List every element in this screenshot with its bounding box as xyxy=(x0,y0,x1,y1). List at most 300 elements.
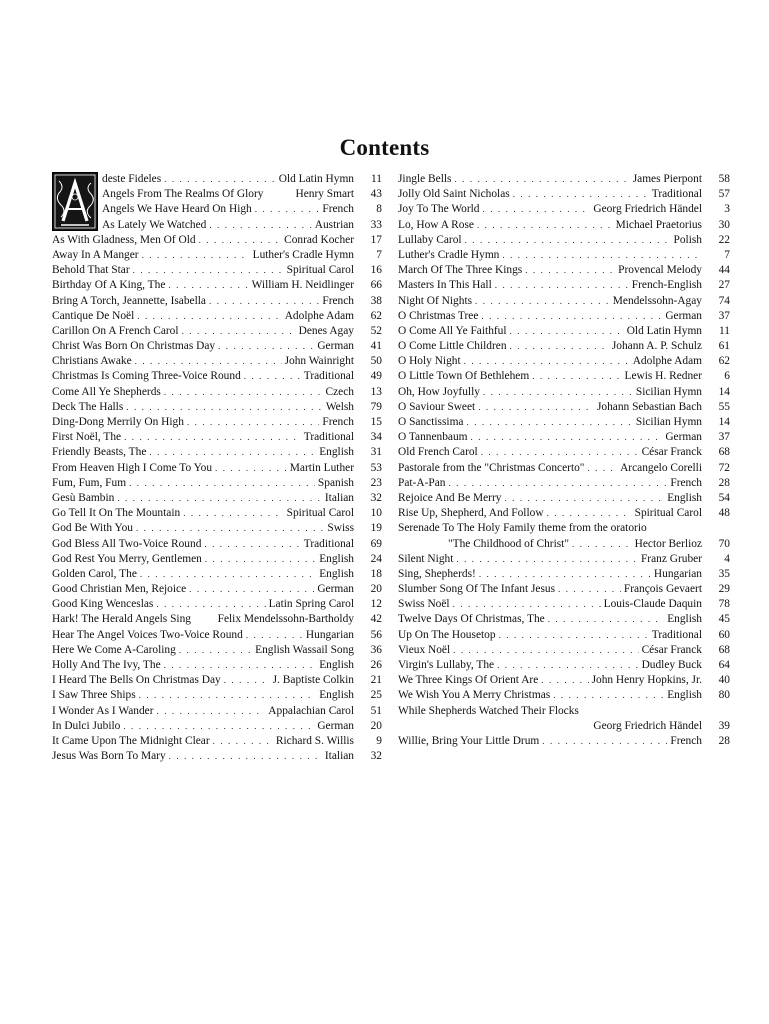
contents-entry xyxy=(52,385,382,400)
entry-title: While Shepherds Watched Their Flocks xyxy=(398,704,579,717)
entry-page-number: 38 xyxy=(370,294,382,307)
dot-leader xyxy=(558,582,621,597)
entry-page-number: 56 xyxy=(370,628,382,641)
dot-leader xyxy=(477,218,613,233)
contents-entry xyxy=(52,339,382,354)
entry-title: Behold That Star xyxy=(52,264,130,277)
dot-leader xyxy=(149,445,316,460)
contents-entry xyxy=(398,369,730,384)
entry-origin: Appalachian Carol xyxy=(268,704,354,717)
entry-title: Here We Come A-Caroling xyxy=(52,643,176,656)
dot-leader xyxy=(205,552,316,567)
entry-title: God Rest You Merry, Gentlemen xyxy=(52,552,202,565)
entry-origin: German xyxy=(317,340,354,353)
entry-origin: Richard S. Willis xyxy=(275,734,354,747)
contents-entry xyxy=(398,476,730,491)
entry-origin: German xyxy=(317,719,354,732)
contents-entry xyxy=(398,491,730,506)
dot-leader xyxy=(117,491,322,506)
dot-leader xyxy=(168,278,248,293)
entry-title: Twelve Days Of Christmas, The xyxy=(398,613,545,626)
entry-origin: Louis-Claude Daquin xyxy=(603,598,702,611)
entry-title: Gesù Bambin xyxy=(52,491,115,504)
contents-entry xyxy=(52,582,382,597)
entry-page-number: 37 xyxy=(718,309,730,322)
entry-origin: William H. Neidlinger xyxy=(251,279,354,292)
entry-page-number: 10 xyxy=(370,507,382,520)
entry-page-number: 30 xyxy=(718,218,730,231)
dot-leader xyxy=(244,369,301,384)
entry-page-number: 42 xyxy=(370,613,382,626)
entry-title: O Christmas Tree xyxy=(398,309,479,322)
entry-page-number: 53 xyxy=(370,461,382,474)
entry-origin: Luther's Cradle Hymn xyxy=(252,248,354,261)
contents-entry xyxy=(52,673,382,688)
dot-leader xyxy=(453,643,638,658)
entry-origin: Lewis H. Redner xyxy=(624,370,702,383)
entry-title: Willie, Bring Your Little Drum xyxy=(398,734,540,747)
entry-page-number: 57 xyxy=(718,188,730,201)
entry-page-number: 23 xyxy=(370,476,382,489)
page-title: Contents xyxy=(339,135,430,160)
contents-entry xyxy=(398,582,730,597)
contents-entry xyxy=(52,658,382,673)
dot-leader xyxy=(209,294,319,309)
entry-origin: English Wassail Song xyxy=(255,643,354,656)
dot-leader xyxy=(513,187,649,202)
dot-leader xyxy=(478,400,594,415)
entry-title: Oh, How Joyfully xyxy=(398,385,480,398)
contents-entry xyxy=(52,552,382,567)
contents-entry xyxy=(398,552,730,567)
contents-entry xyxy=(398,612,730,627)
entry-origin: French xyxy=(322,416,354,428)
dot-leader xyxy=(483,202,591,217)
contents-entry xyxy=(52,354,382,369)
entry-page-number: 62 xyxy=(718,355,730,368)
entry-page-number: 45 xyxy=(718,613,730,626)
entry-page-number: 52 xyxy=(370,324,382,337)
entry-title: Christ Was Born On Christmas Day xyxy=(52,340,216,353)
entry-title: Good King Wenceslas xyxy=(52,598,154,611)
contents-entry xyxy=(52,187,382,202)
entry-origin: Johann A. P. Schulz xyxy=(611,340,702,353)
dot-leader xyxy=(475,294,610,309)
contents-entry xyxy=(398,734,730,749)
contents-entry xyxy=(52,734,382,749)
contents-entry xyxy=(52,719,382,734)
dot-leader xyxy=(123,719,314,734)
entry-title: God Be With You xyxy=(52,522,133,535)
contents-entry xyxy=(52,400,382,415)
entry-title: Carillon On A French Carol xyxy=(52,324,179,337)
entry-title: As With Gladness, Men Of Old xyxy=(52,233,196,246)
entry-origin: Italian xyxy=(324,750,354,763)
dot-leader xyxy=(209,218,311,233)
entry-origin: Austrian xyxy=(314,218,354,231)
entry-origin: César Franck xyxy=(641,643,702,656)
contents-entry xyxy=(398,643,730,658)
entry-title: Ding-Dong Merrily On High xyxy=(52,416,184,428)
entry-origin: Spiritual Carol xyxy=(634,507,702,520)
entry-origin: Henry Smart xyxy=(295,188,354,201)
dot-leader xyxy=(572,537,632,552)
entry-origin: Georg Friedrich Händel xyxy=(593,203,702,216)
dot-leader xyxy=(467,415,633,430)
entry-page-number: 15 xyxy=(370,416,382,428)
dot-leader xyxy=(183,506,283,521)
entry-origin: English xyxy=(667,491,702,504)
contents-entry xyxy=(398,658,730,673)
dot-leader xyxy=(465,233,671,248)
dot-leader xyxy=(137,309,281,324)
entry-page-number: 62 xyxy=(370,309,382,322)
dot-leader xyxy=(497,658,638,673)
entry-title: Fum, Fum, Fum xyxy=(52,476,127,489)
dot-leader xyxy=(481,309,662,324)
entry-title: Joy To The World xyxy=(398,203,480,216)
entry-title: Serenade To The Holy Family theme from the oratorio xyxy=(398,522,647,535)
entry-origin: French xyxy=(670,476,702,489)
entry-page-number: 54 xyxy=(718,491,730,504)
entry-page-number: 7 xyxy=(376,248,382,261)
entry-page-number: 40 xyxy=(718,674,730,687)
entry-title: Swiss Noël xyxy=(398,598,450,611)
entry-origin: Old Latin Hymn xyxy=(278,173,354,185)
entry-origin: Welsh xyxy=(325,400,354,413)
dot-leader xyxy=(218,339,314,354)
entry-page-number: 44 xyxy=(718,264,730,277)
entry-origin: James Pierpont xyxy=(632,173,702,185)
entry-title: March Of The Three Kings xyxy=(398,264,523,277)
entry-title: Deck The Halls xyxy=(52,400,124,413)
entry-title: Slumber Song Of The Infant Jesus xyxy=(398,583,556,596)
dot-leader xyxy=(499,628,649,643)
entry-origin: Traditional xyxy=(303,537,354,550)
entry-page-number: 18 xyxy=(370,567,382,580)
entry-page-number: 29 xyxy=(718,583,730,596)
entry-page-number: 17 xyxy=(370,233,382,246)
contents-entry xyxy=(52,415,382,430)
entry-page-number: 43 xyxy=(370,188,382,201)
contents-entry xyxy=(52,704,382,719)
entry-origin: Traditional xyxy=(303,370,354,383)
entry-origin: John Henry Hopkins, Jr. xyxy=(591,674,702,687)
contents-right-column xyxy=(398,172,730,749)
entry-title: O Come All Ye Faithful xyxy=(398,324,507,337)
entry-page-number: 20 xyxy=(370,583,382,596)
entry-page-number: 39 xyxy=(718,719,730,732)
dot-leader xyxy=(255,202,320,217)
entry-page-number: 13 xyxy=(370,385,382,398)
entry-title: Jesus Was Born To Mary xyxy=(52,750,166,763)
contents-entry xyxy=(398,400,730,415)
entry-title: Night Of Nights xyxy=(398,294,473,307)
entry-title: I Wonder As I Wander xyxy=(52,704,154,717)
entry-origin: Polish xyxy=(673,233,702,246)
contents-entry xyxy=(398,506,730,521)
entry-origin: J. Baptiste Colkin xyxy=(272,674,354,687)
contents-entry xyxy=(52,461,382,476)
entry-page-number: 37 xyxy=(718,431,730,444)
entry-origin: French xyxy=(322,294,354,307)
entry-page-number: 49 xyxy=(370,370,382,383)
entry-title: Hark! The Herald Angels Sing xyxy=(52,613,191,626)
entry-title: Christians Awake xyxy=(52,355,132,368)
entry-page-number: 32 xyxy=(370,491,382,504)
entry-origin: Conrad Kocher xyxy=(284,233,354,246)
contents-entry xyxy=(52,628,382,643)
entry-origin: Sicilian Hymn xyxy=(635,385,702,398)
entry-origin: French xyxy=(670,734,702,747)
entry-title: Pat-A-Pan xyxy=(398,476,446,489)
dot-leader xyxy=(182,324,296,339)
entry-page-number: 7 xyxy=(724,248,730,261)
entry-origin: Hungarian xyxy=(653,567,702,580)
contents-entry xyxy=(398,688,730,703)
entry-title: O Little Town Of Bethlehem xyxy=(398,370,530,383)
entry-origin: Spanish xyxy=(317,476,354,489)
contents-entry xyxy=(398,415,730,430)
contents-entry xyxy=(52,506,382,521)
dot-leader xyxy=(179,643,252,658)
contents-entry xyxy=(52,749,382,764)
entry-title: Hear The Angel Voices Two-Voice Round xyxy=(52,628,243,641)
contents-entry xyxy=(398,461,730,476)
entry-title: deste Fideles xyxy=(102,173,162,185)
entry-origin: English xyxy=(667,613,702,626)
contents-entry xyxy=(52,612,382,627)
entry-page-number: 50 xyxy=(370,355,382,368)
entry-title: We Wish You A Merry Christmas xyxy=(398,689,551,702)
contents-entry xyxy=(398,233,730,248)
entry-title: Rise Up, Shepherd, And Follow xyxy=(398,507,544,520)
entry-title: Angels From The Realms Of Glory xyxy=(102,188,264,201)
contents-entry xyxy=(52,643,382,658)
entry-title: Come All Ye Shepherds xyxy=(52,385,161,398)
entry-origin: Dudley Buck xyxy=(641,659,702,671)
entry-origin: Denes Agay xyxy=(298,324,354,337)
entry-page-number: 11 xyxy=(371,173,382,185)
dot-leader xyxy=(456,552,638,567)
dot-leader xyxy=(199,233,281,248)
entry-origin: German xyxy=(665,309,702,322)
entry-page-number: 80 xyxy=(718,689,730,702)
contents-entry xyxy=(398,339,730,354)
contents-entry xyxy=(398,309,730,324)
entry-page-number: 69 xyxy=(370,537,382,550)
entry-page-number: 6 xyxy=(724,370,730,383)
dot-leader xyxy=(481,445,639,460)
entry-page-number: 28 xyxy=(718,734,730,747)
entry-page-number: 14 xyxy=(718,416,730,428)
entry-title: Rejoice And Be Merry xyxy=(398,491,502,504)
entry-title: As Lately We Watched xyxy=(102,218,207,231)
entry-origin: Martin Luther xyxy=(289,461,354,474)
entry-title: Good Christian Men, Rejoice xyxy=(52,583,187,596)
dot-leader xyxy=(126,400,323,415)
dot-leader xyxy=(541,673,588,688)
entry-page-number: 27 xyxy=(718,279,730,292)
entry-origin: French-English xyxy=(631,279,702,292)
entry-origin: German xyxy=(665,431,702,444)
entry-origin: Adolphe Adam xyxy=(632,355,702,368)
entry-title: In Dulci Jubilo xyxy=(52,719,121,732)
entry-title: Luther's Cradle Hymn xyxy=(398,248,500,261)
entry-page-number: 61 xyxy=(718,340,730,353)
contents-entry xyxy=(52,294,382,309)
entry-title: Silent Night xyxy=(398,552,454,565)
entry-title: Golden Carol, The xyxy=(52,567,137,580)
entry-title: Sing, Shepherds! xyxy=(398,567,476,580)
contents-entry xyxy=(52,202,382,217)
entry-page-number: 19 xyxy=(370,522,382,535)
entry-origin: Hungarian xyxy=(305,628,354,641)
contents-entry xyxy=(398,521,730,536)
entry-origin: François Gevaert xyxy=(623,583,702,596)
entry-title: Virgin's Lullaby, The xyxy=(398,659,495,671)
entry-origin: Georg Friedrich Händel xyxy=(593,719,702,732)
dot-leader xyxy=(471,430,663,445)
contents-entry xyxy=(398,537,730,552)
entry-origin: Arcangelo Corelli xyxy=(620,461,702,474)
contents-entry xyxy=(52,278,382,293)
dot-leader xyxy=(215,461,287,476)
contents-entry xyxy=(52,476,382,491)
entry-title: Christmas Is Coming Three-Voice Round xyxy=(52,370,241,383)
contents-entry xyxy=(52,491,382,506)
entry-title: O Holy Night xyxy=(398,355,461,368)
entry-title: I Saw Three Ships xyxy=(52,689,136,702)
entry-page-number: 24 xyxy=(370,552,382,565)
contents-left-column xyxy=(52,172,382,764)
entry-page-number: 48 xyxy=(718,507,730,520)
entry-origin: Adolphe Adam xyxy=(284,309,354,322)
entry-title: Lullaby Carol xyxy=(398,233,462,246)
entry-origin: César Franck xyxy=(641,446,702,459)
dot-leader xyxy=(464,354,630,369)
dot-leader xyxy=(187,415,319,430)
dot-leader xyxy=(448,476,667,491)
entry-origin: Traditional xyxy=(303,431,354,444)
entry-origin: Provencal Melody xyxy=(618,264,702,277)
entry-title: Old French Carol xyxy=(398,446,478,459)
entry-page-number: 16 xyxy=(370,264,382,277)
contents-entry xyxy=(398,187,730,202)
entry-origin: Traditional xyxy=(651,628,702,641)
entry-title: "The Childhood of Christ" xyxy=(448,537,569,550)
entry-title: Pastorale from the "Christmas Concerto" xyxy=(398,461,585,474)
dot-leader xyxy=(142,248,250,263)
contents-entry xyxy=(52,233,382,248)
contents-entry xyxy=(398,673,730,688)
entry-origin: English xyxy=(319,446,354,459)
entry-page-number: 36 xyxy=(370,643,382,656)
contents-entry xyxy=(52,521,382,536)
dot-leader xyxy=(246,628,303,643)
entry-title: Cantique De Noël xyxy=(52,309,135,322)
entry-title: Birthday Of A King, The xyxy=(52,279,166,292)
entry-origin: Franz Gruber xyxy=(640,552,702,565)
entry-page-number: 3 xyxy=(724,203,730,216)
dot-leader xyxy=(164,385,323,400)
entry-origin: Spiritual Carol xyxy=(286,507,354,520)
entry-page-number: 66 xyxy=(370,279,382,292)
entry-origin: German xyxy=(317,583,354,596)
entry-origin: English xyxy=(319,567,354,580)
entry-title: Up On The Housetop xyxy=(398,628,496,641)
entry-title: God Bless All Two-Voice Round xyxy=(52,537,202,550)
entry-origin: Italian xyxy=(324,491,354,504)
entry-page-number: 64 xyxy=(718,659,730,671)
entry-title: Jingle Bells xyxy=(398,173,452,185)
entry-title: Lo, How A Rose xyxy=(398,218,474,231)
dot-leader xyxy=(213,734,273,749)
contents-entry xyxy=(398,445,730,460)
entry-page-number: 20 xyxy=(370,719,382,732)
contents-entry xyxy=(52,537,382,552)
contents-entry xyxy=(398,719,730,734)
dot-leader xyxy=(140,567,316,582)
dot-leader xyxy=(532,369,621,384)
entry-title: Holly And The Ivy, The xyxy=(52,659,161,671)
dot-leader xyxy=(553,688,664,703)
entry-title: O Saviour Sweet xyxy=(398,400,476,413)
entry-origin: Latin Spring Carol xyxy=(268,598,354,611)
dot-leader xyxy=(479,567,651,582)
entry-page-number: 31 xyxy=(370,446,382,459)
entry-page-number: 21 xyxy=(370,674,382,687)
entry-title: We Three Kings Of Orient Are xyxy=(398,674,539,687)
entry-page-number: 58 xyxy=(718,173,730,185)
entry-origin: Spiritual Carol xyxy=(286,264,354,277)
entry-origin: Johann Sebastian Bach xyxy=(596,400,702,413)
contents-entry xyxy=(52,218,382,233)
contents-entry xyxy=(52,597,382,612)
dot-leader xyxy=(587,461,617,476)
entry-origin: English xyxy=(319,659,354,671)
entry-origin: Czech xyxy=(325,385,354,398)
entry-title: Go Tell It On The Mountain xyxy=(52,507,181,520)
dot-leader xyxy=(453,597,601,612)
dot-leader xyxy=(157,704,266,719)
entry-title: Masters In This Hall xyxy=(398,279,492,292)
entry-page-number: 9 xyxy=(376,734,382,747)
contents-entry xyxy=(398,278,730,293)
entry-page-number: 8 xyxy=(376,203,382,216)
entry-origin: English xyxy=(319,689,354,702)
entry-origin: Old Latin Hymn xyxy=(626,324,702,337)
dot-leader xyxy=(495,278,629,293)
entry-title: It Came Upon The Midnight Clear xyxy=(52,734,210,747)
contents-entry xyxy=(398,218,730,233)
contents-entry xyxy=(398,324,730,339)
dot-leader xyxy=(129,476,315,491)
dot-leader xyxy=(164,172,276,187)
entry-title: Angels We Have Heard On High xyxy=(102,203,252,216)
dot-leader xyxy=(136,521,324,536)
dot-leader xyxy=(169,749,322,764)
contents-entry xyxy=(398,202,730,217)
entry-page-number: 68 xyxy=(718,446,730,459)
dot-leader xyxy=(525,263,615,278)
entry-page-number: 22 xyxy=(718,233,730,246)
contents-entry xyxy=(398,597,730,612)
dot-leader xyxy=(547,506,632,521)
entry-title: Friendly Beasts, The xyxy=(52,446,147,459)
entry-page-number: 11 xyxy=(719,324,730,337)
contents-entry xyxy=(52,248,382,263)
